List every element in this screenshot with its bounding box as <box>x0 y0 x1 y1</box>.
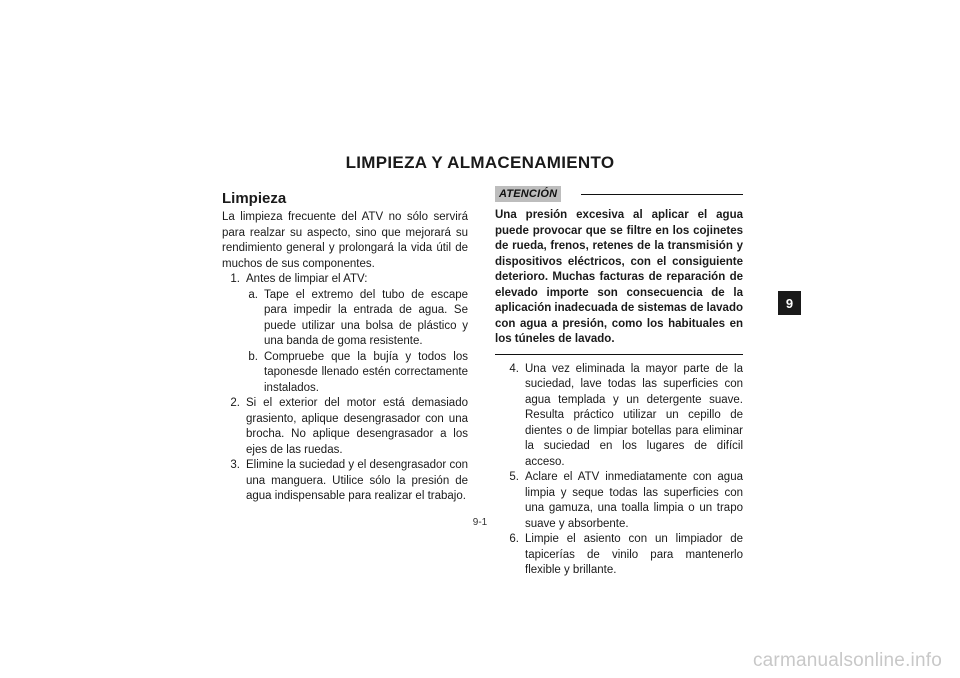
watermark: carmanualsonline.info <box>752 650 942 671</box>
step-text: Si el exterior del motor está demasiado grasiento, aplique desengrasador con una brocha. No aplique desengrasador a los ejes de las ruedas. <box>246 397 468 456</box>
step-number: 2. <box>230 397 240 409</box>
substep-letter: b. <box>248 350 258 363</box>
warning-badge: ATENCIÓN <box>495 186 561 202</box>
warning-rule <box>581 194 743 195</box>
list-item-step-1a <box>222 288 468 350</box>
chapter-tab: 9 <box>778 291 801 315</box>
list-item-step-2 <box>222 396 468 458</box>
substep-text: Tape el extremo del tubo de escape para impedir la entrada de agua. Se puede utilizar una bolsa de plástico y una banda de goma resistente. <box>264 288 468 347</box>
warning-header <box>495 186 743 202</box>
left-column <box>222 190 468 505</box>
right-steps-list <box>495 362 743 579</box>
list-item-step-6 <box>501 532 743 579</box>
list-item-step-4 <box>501 362 743 471</box>
step-text: Elimine la suciedad y el desengrasador con una manguera. Utilice sólo la presión de agua indispensable para realizar el trabajo. <box>246 459 468 502</box>
section-heading-limpieza: Limpieza <box>222 190 287 207</box>
step-number: 6. <box>509 533 519 545</box>
step-number: 1. <box>230 273 240 285</box>
step-number: 4. <box>509 362 519 375</box>
substep-letter: a. <box>248 288 258 301</box>
list-item-step-1b <box>222 350 468 397</box>
page-number: 9-1 <box>472 517 488 528</box>
step-text: Aclare el ATV inmediatamente con agua limpia y seque todas las superficies con una gamuza, una toalla limpia o un trapo suave y absorbente. <box>525 471 743 530</box>
list-item-step-1 <box>222 272 468 288</box>
list-item-step-3 <box>222 458 468 505</box>
step-number: 3. <box>230 459 240 471</box>
substep-text: Compruebe que la bujía y todos los taponesde llenado estén correctamente instalados. <box>264 350 468 394</box>
warning-text: Una presión excesiva al aplicar el agua puede provocar que se filtre en los cojinetes de rueda, frenos, retenes de la transmisión y dispositivos eléctricos, con el consiguiente deterioro. Muchas facturas de reparación de elevado importe son consecuencia de la aplicación inadecuada de sistemas de lavado con agua a presión, como los habituales en los túneles de lavado. <box>495 208 743 355</box>
step-text: Una vez eliminada la mayor parte de la suciedad, lave todas las superficies con agua templada y un detergente suave. Resulta práctico utilizar un cepillo de dientes o de limpiar botellas para eliminar la suciedad en los lugares de difícil acceso. <box>525 362 743 468</box>
step-text: Antes de limpiar el ATV: <box>246 273 368 285</box>
step-number: 5. <box>509 471 519 483</box>
page-title: LIMPIEZA Y ALMACENAMIENTO <box>345 153 615 172</box>
step-text: Limpie el asiento con un limpiador de tapicerías de vinilo para mantenerlo flexible y brillante. <box>525 533 743 576</box>
intro-paragraph: La limpieza frecuente del ATV no sólo servirá para realzar su aspecto, sino que mejorará su rendimiento general y prolongará la vida útil de muchos de sus componentes. <box>222 211 468 270</box>
